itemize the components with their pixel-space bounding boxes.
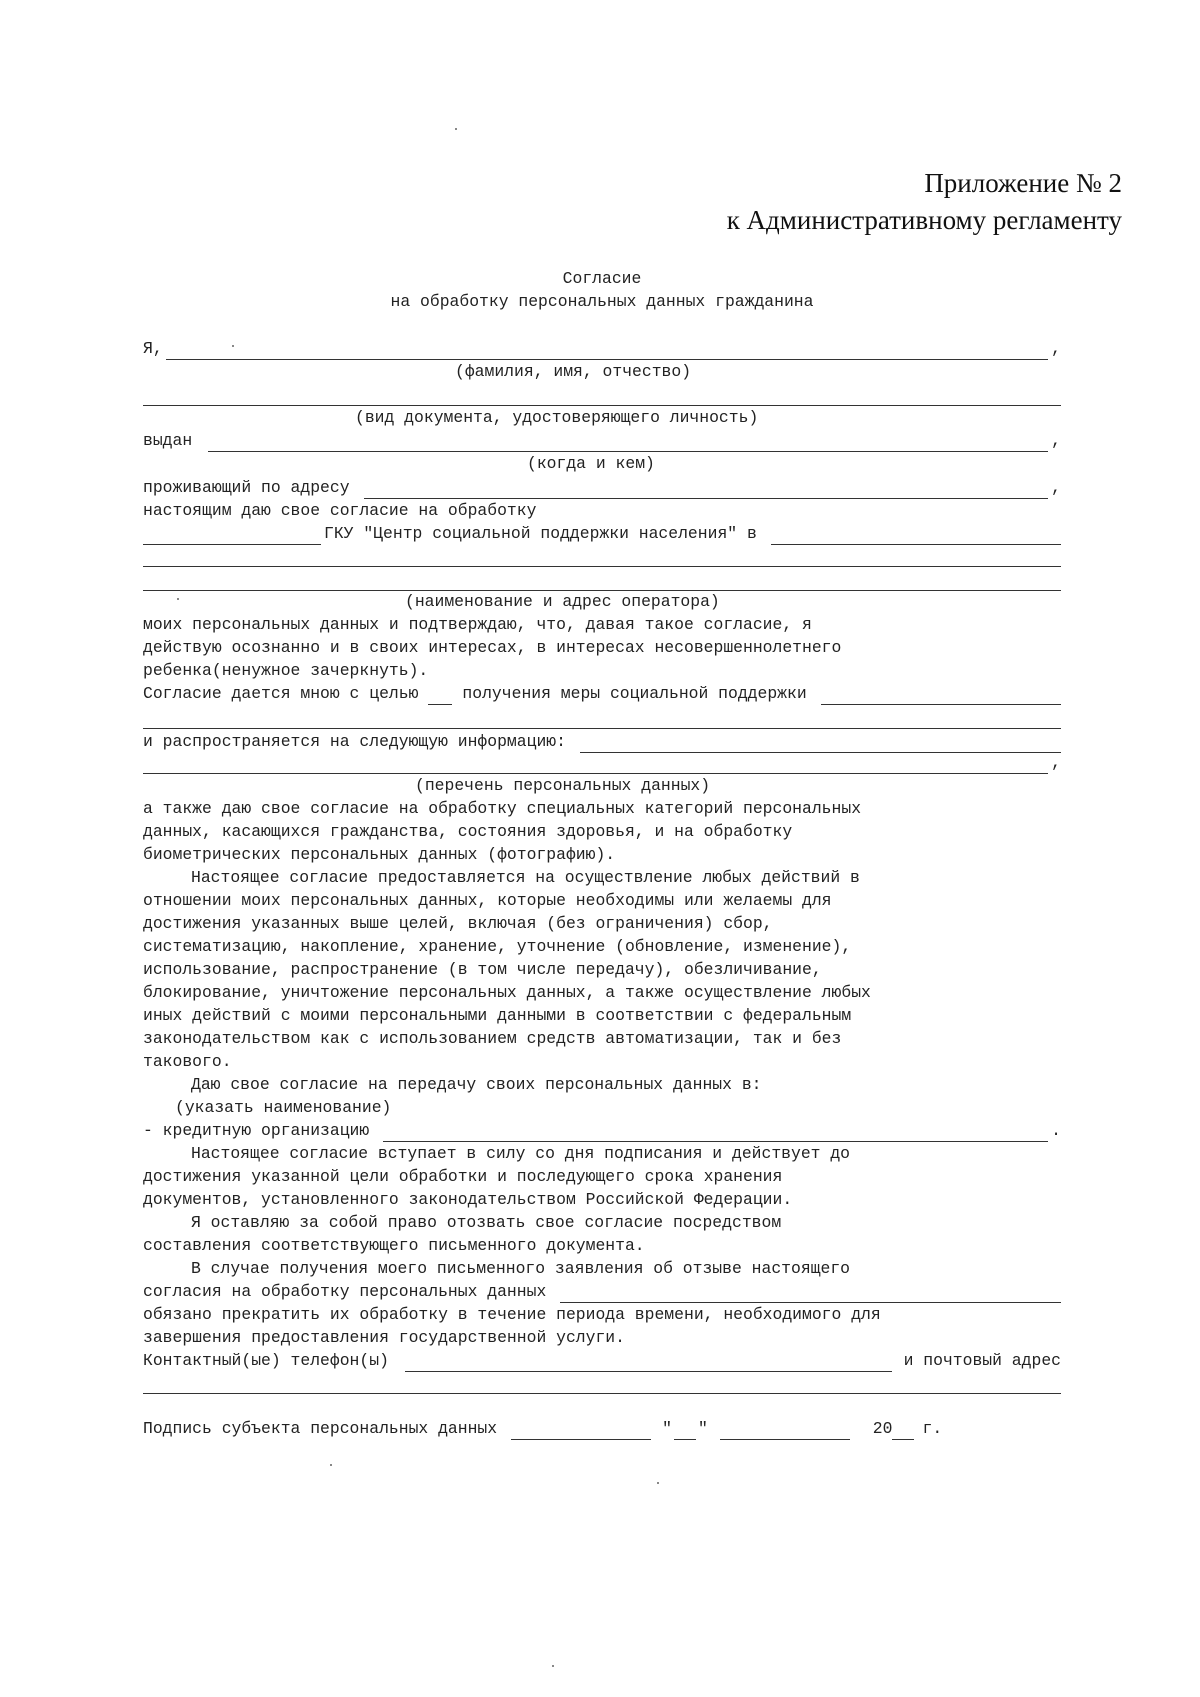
signature-field[interactable] bbox=[511, 1424, 651, 1440]
comma: , bbox=[1051, 431, 1061, 450]
scan-speck bbox=[552, 1665, 554, 1667]
transfer-line: Даю свое согласие на передачу своих персональных данных в: bbox=[191, 1075, 762, 1094]
month-field[interactable] bbox=[720, 1424, 850, 1440]
paragraph-line: действую осознанно и в своих интересах, в интересах несовершеннолетнего bbox=[143, 638, 842, 657]
address-field[interactable] bbox=[364, 483, 1049, 499]
paragraph-line: а также даю свое согласие на обработку специальных категорий персональных bbox=[143, 799, 862, 818]
paragraph-line: Настоящее согласие предоставляется на осуществление любых действий в bbox=[191, 868, 860, 887]
comma: , bbox=[1051, 339, 1061, 358]
consent-intro: настоящим даю свое согласие на обработку bbox=[143, 501, 537, 520]
document-line[interactable] bbox=[143, 405, 1061, 406]
address-label: проживающий по адресу bbox=[143, 478, 350, 497]
signature-row bbox=[143, 1418, 1061, 1440]
paragraph-line: законодательством как с использованием средств автоматизации, так и без bbox=[143, 1029, 842, 1048]
paragraph-line bbox=[143, 614, 1061, 636]
appendix-reference: к Административному регламенту bbox=[726, 205, 1122, 235]
revocation-field[interactable] bbox=[560, 1287, 1061, 1303]
year-prefix: 20 bbox=[872, 1419, 893, 1438]
quote-close: " bbox=[697, 1419, 708, 1438]
quote-open: " bbox=[662, 1419, 672, 1438]
operator-caption: (наименование и адрес оператора) bbox=[405, 592, 720, 611]
fio-field[interactable] bbox=[166, 344, 1048, 360]
transfer-caption: (указать наименование) bbox=[175, 1098, 392, 1117]
operator-prefix-field[interactable] bbox=[143, 529, 321, 545]
paragraph-line: Я оставляю за собой право отозвать свое согласие посредством bbox=[191, 1213, 782, 1232]
paragraph-line: отношении моих персональных данных, которые необходимы или желаемы для bbox=[143, 891, 832, 910]
info-field-2[interactable] bbox=[143, 758, 1048, 774]
document-title: Согласие bbox=[562, 269, 642, 288]
issued-row bbox=[143, 430, 1061, 452]
document-caption: (вид документа, удостоверяющего личность) bbox=[355, 408, 759, 427]
scan-speck bbox=[232, 345, 234, 347]
paragraph-line: Настоящее согласие вступает в силу со дня подписания и действует до bbox=[191, 1144, 851, 1163]
year-field[interactable] bbox=[892, 1424, 914, 1440]
paragraph-line: систематизацию, накопление, хранение, уточнение (обновление, изменение), bbox=[143, 937, 852, 956]
issued-field[interactable] bbox=[208, 436, 1048, 452]
purpose-field[interactable] bbox=[821, 689, 1061, 705]
comma: , bbox=[1051, 478, 1061, 497]
contact-row bbox=[143, 1350, 1061, 1372]
scan-speck bbox=[657, 1482, 659, 1484]
info-label: и распространяется на следующую информацию: bbox=[143, 732, 566, 751]
credit-org-row bbox=[143, 1120, 1061, 1142]
year-suffix: г. bbox=[922, 1419, 943, 1438]
contact-tail: и почтовый адрес bbox=[903, 1351, 1061, 1370]
address-row bbox=[143, 477, 1061, 499]
paragraph-line: такового. bbox=[143, 1052, 232, 1071]
paragraph-line: В случае получения моего письменного заявления об отзыве настоящего bbox=[191, 1259, 851, 1278]
paragraph-line: достижения указанных выше целей, включая (без ограничения) сбор, bbox=[143, 914, 773, 933]
paragraph-line: иных действий с моими персональными данными в соответствии с федеральным bbox=[143, 1006, 852, 1025]
purpose-measure: получения меры социальной поддержки bbox=[462, 684, 807, 703]
scan-speck bbox=[330, 1464, 332, 1466]
fio-row bbox=[143, 338, 1061, 360]
paragraph-line: данных, касающихся гражданства, состояния здоровья, и на обработку bbox=[143, 822, 793, 841]
paragraph-line: использование, распространение (в том числе передачу), обезличивание, bbox=[143, 960, 822, 979]
appendix-number: Приложение № 2 bbox=[924, 168, 1122, 198]
purpose-line[interactable] bbox=[143, 728, 1061, 729]
credit-org-label: - кредитную организацию bbox=[143, 1121, 370, 1140]
fio-caption: (фамилия, имя, отчество) bbox=[455, 362, 692, 381]
info-row bbox=[143, 731, 1061, 753]
info-field[interactable] bbox=[580, 737, 1061, 753]
document-subtitle: на обработку персональных данных гражданина bbox=[390, 292, 814, 311]
paragraph-line: биометрических персональных данных (фотографию). bbox=[143, 845, 616, 864]
issued-caption: (когда и кем) bbox=[527, 454, 655, 473]
ya-label: Я, bbox=[143, 339, 163, 358]
day-field[interactable] bbox=[674, 1424, 696, 1440]
contact-label: Контактный(ые) телефон(ы) bbox=[143, 1351, 389, 1370]
paragraph-line: составления соответствующего письменного документа. bbox=[143, 1236, 645, 1255]
postal-address-line[interactable] bbox=[143, 1393, 1061, 1394]
info-row-2 bbox=[143, 752, 1061, 774]
purpose-blank[interactable] bbox=[428, 689, 452, 705]
comma: , bbox=[1051, 753, 1061, 772]
scan-speck bbox=[177, 598, 179, 600]
paragraph-line: блокирование, уничтожение персональных данных, а также осуществление любых bbox=[143, 983, 871, 1002]
paragraph-line: ребенка(ненужное зачеркнуть). bbox=[143, 661, 429, 680]
text: моих персональных данных и подтверждаю, что, давая такое согласие, я bbox=[143, 615, 812, 634]
purpose-row bbox=[143, 683, 1061, 705]
operator-row bbox=[143, 523, 1061, 545]
purpose-label: Согласие дается мною с целью bbox=[143, 684, 419, 703]
operator-line-1[interactable] bbox=[143, 566, 1061, 567]
operator-city-field[interactable] bbox=[771, 529, 1061, 545]
period: . bbox=[1051, 1121, 1061, 1140]
paragraph-line: завершения предоставления государственной услуги. bbox=[143, 1328, 625, 1347]
paragraph-line: документов, установленного законодательством Российской Федерации. bbox=[143, 1190, 793, 1209]
paragraph-line: достижения указанной цели обработки и последующего срока хранения bbox=[143, 1167, 783, 1186]
credit-org-field[interactable] bbox=[383, 1126, 1048, 1142]
info-caption: (перечень персональных данных) bbox=[415, 776, 711, 795]
issued-label: выдан bbox=[143, 431, 193, 450]
paragraph-line: обязано прекратить их обработку в течение периода времени, необходимого для bbox=[143, 1305, 881, 1324]
revocation-row bbox=[143, 1281, 1061, 1303]
gku-text: ГКУ "Центр социальной поддержки населения" в bbox=[324, 524, 757, 543]
scan-speck bbox=[455, 128, 457, 130]
phone-field[interactable] bbox=[405, 1356, 892, 1372]
revocation-label: согласия на обработку персональных данных bbox=[143, 1282, 547, 1301]
signature-label: Подпись субъекта персональных данных bbox=[143, 1419, 498, 1438]
